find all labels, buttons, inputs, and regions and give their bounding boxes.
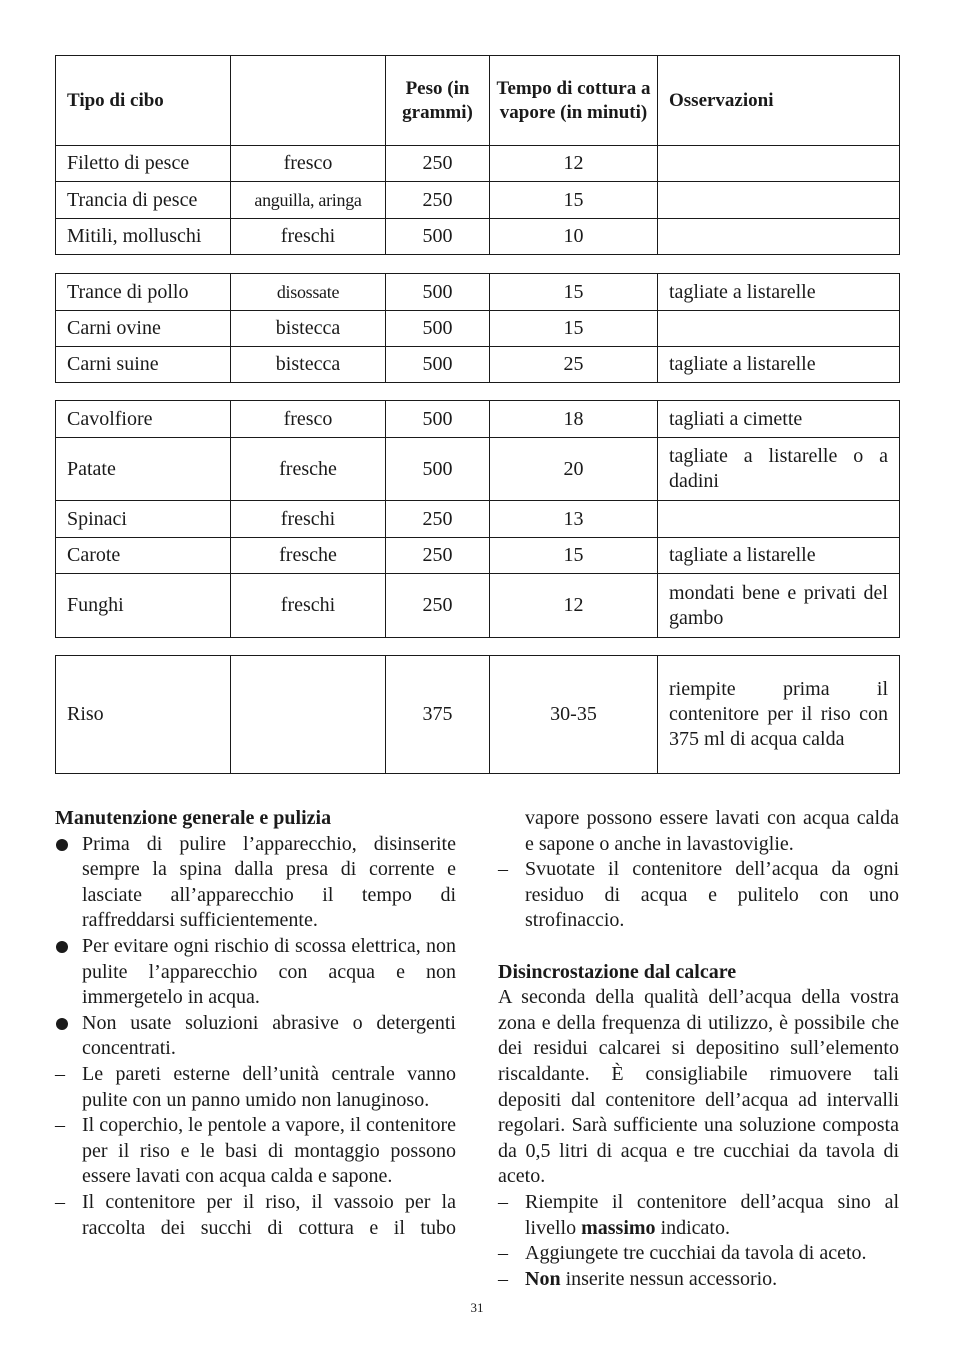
- notes-cell: tagliate a listarelle: [658, 347, 900, 383]
- dash-text: Il coperchio, le pentole a vapore, il contenitore per il riso e le basi di montaggio possono essere lavati con acqua calda e sapone.: [82, 1114, 456, 1188]
- header-cooking-time: Tempo di cottura a vapore (in minuti): [490, 56, 658, 146]
- bullet-item: [55, 934, 456, 1011]
- weight-cell: 250: [386, 574, 490, 638]
- weight-cell: 500: [386, 219, 490, 255]
- time-cell: 15: [490, 182, 658, 219]
- table-row: [56, 656, 900, 774]
- table-row: [56, 538, 900, 574]
- variant-cell: freschi: [231, 574, 386, 638]
- time-cell: 15: [490, 311, 658, 347]
- bullet-text: Non usate soluzioni abrasive o detergenti concentrati.: [82, 1011, 456, 1060]
- time-cell: 13: [490, 501, 658, 538]
- table-row: [56, 146, 900, 182]
- dash-text: Le pareti esterne dell’unità centrale vanno pulite con un panno umido non lanuginoso.: [82, 1062, 456, 1111]
- food-type-cell: Mitili, molluschi: [56, 219, 231, 255]
- weight-cell: 375: [386, 656, 490, 774]
- weight-cell: 250: [386, 182, 490, 219]
- variant-cell: fresco: [231, 401, 386, 438]
- notes-cell: [658, 311, 900, 347]
- time-cell: 25: [490, 347, 658, 383]
- variant-cell: bistecca: [231, 311, 386, 347]
- time-cell: 15: [490, 274, 658, 311]
- notes-cell: tagliate a listarelle o a dadini: [658, 438, 900, 501]
- weight-cell: 250: [386, 501, 490, 538]
- dash-text: Svuotate il contenitore dell’acqua da ogni residuo di acqua e pulitelo con uno strofinaccio.: [525, 858, 899, 932]
- dash-marker: –: [498, 1267, 508, 1290]
- table-row: [56, 501, 900, 538]
- variant-cell: fresche: [231, 538, 386, 574]
- emphasis: massimo: [581, 1216, 656, 1239]
- dash-marker: –: [498, 1190, 508, 1213]
- time-cell: 12: [490, 574, 658, 638]
- time-cell: 10: [490, 219, 658, 255]
- table-row: [56, 219, 900, 255]
- table-row: [56, 347, 900, 383]
- dash-text: Il contenitore per il riso, il vassoio per la raccolta dei succhi di cottura e il tubo: [82, 1190, 456, 1239]
- step-item: – Aggiungete tre cucchiai da tavola di aceto.: [498, 1241, 899, 1267]
- notes-cell: tagliati a cimette: [658, 401, 900, 438]
- food-type-cell: Cavolfiore: [56, 401, 231, 438]
- variant-cell: fresco: [231, 146, 386, 182]
- notes-cell: tagliate a listarelle: [658, 274, 900, 311]
- maintenance-section: [55, 806, 456, 1241]
- notes-cell: mondati bene e privati del gambo: [658, 574, 900, 638]
- bullet-dot-icon: [56, 941, 68, 953]
- section-gap: [498, 934, 899, 960]
- dash-item: [55, 1190, 456, 1241]
- bullet-text: Prima di pulire l’apparecchio, disinserite sempre la spina dalla presa di corrente e lasciate all’apparecchio il tempo di raffreddarsi sufficientemente.: [82, 832, 456, 932]
- table-row: [56, 401, 900, 438]
- page-number: 31: [470, 1300, 484, 1315]
- table-row: [56, 182, 900, 219]
- time-cell: 15: [490, 538, 658, 574]
- food-type-cell: Spinaci: [56, 501, 231, 538]
- dash-item-continued: [498, 806, 899, 857]
- weight-cell: 500: [386, 347, 490, 383]
- food-type-cell: Trancia di pesce: [56, 182, 231, 219]
- cooking-table-fish: [55, 55, 900, 255]
- table-header-row: [56, 56, 900, 146]
- variant-cell: freschi: [231, 219, 386, 255]
- dash-marker: –: [498, 1242, 508, 1265]
- weight-cell: 500: [386, 274, 490, 311]
- food-type-cell: Funghi: [56, 574, 231, 638]
- variant-cell: bistecca: [231, 347, 386, 383]
- food-type-cell: Riso: [56, 656, 231, 774]
- dash-item: [498, 857, 899, 934]
- right-column: [498, 806, 899, 1292]
- header-variant: [231, 56, 386, 146]
- time-cell: 30-35: [490, 656, 658, 774]
- notes-cell: tagliate a listarelle: [658, 538, 900, 574]
- table-row: [56, 438, 900, 501]
- food-type-cell: Carni ovine: [56, 311, 231, 347]
- dash-text: vapore possono essere lavati con acqua calda e sapone o anche in lavastoviglie.: [525, 807, 899, 855]
- dash-marker: –: [498, 858, 508, 881]
- notes-cell: riempite prima il contenitore per il riso con 375 ml di acqua calda: [658, 656, 900, 774]
- dash-marker: –: [55, 1114, 65, 1137]
- variant-cell: [231, 656, 386, 774]
- weight-cell: 500: [386, 438, 490, 501]
- bullet-item: [55, 1011, 456, 1062]
- bullet-text: Per evitare ogni rischio di scossa elettrica, non pulite l’apparecchio con acqua e non immergetelo in acqua.: [82, 934, 456, 1009]
- notes-cell: [658, 146, 900, 182]
- maintenance-heading: Manutenzione generale e pulizia: [55, 807, 332, 829]
- emphasis: Non: [525, 1267, 561, 1290]
- variant-cell: freschi: [231, 501, 386, 538]
- notes-cell: [658, 219, 900, 255]
- weight-cell: 500: [386, 401, 490, 438]
- bullet-dot-icon: [56, 839, 68, 851]
- cooking-table-meat: [55, 273, 900, 383]
- notes-cell: [658, 501, 900, 538]
- descaling-paragraph: A seconda della qualità dell’acqua della vostra zona e della frequenza di utilizzo, è possibile che dei residui calcarei si depositino sull’elemento riscaldante. È consigliabile rimuovere tali depositi dal contenitore dell’acqua ad intervalli regolari. Sarà sufficiente una soluzione composta da 0,5 litri di acqua e tre cucchiai da tavola di aceto.: [498, 986, 899, 1188]
- table-row: [56, 574, 900, 638]
- dash-item: [55, 1113, 456, 1190]
- notes-cell: [658, 182, 900, 219]
- time-cell: 20: [490, 438, 658, 501]
- bullet-dot-icon: [56, 1018, 68, 1030]
- cooking-table-rice: [55, 655, 900, 774]
- header-weight: Peso (in grammi): [386, 56, 490, 146]
- dash-marker: –: [55, 1062, 65, 1085]
- descaling-heading: Disincrostazione dal calcare: [498, 960, 737, 983]
- step-item: – Non inserite nessun accessorio.: [498, 1267, 899, 1293]
- cooking-table-vegetables: [55, 400, 900, 638]
- food-type-cell: Filetto di pesce: [56, 146, 231, 182]
- header-notes: Osservazioni: [658, 56, 900, 146]
- food-type-cell: Carote: [56, 538, 231, 574]
- table-row: [56, 311, 900, 347]
- weight-cell: 250: [386, 538, 490, 574]
- dash-marker: –: [55, 1190, 65, 1213]
- weight-cell: 500: [386, 311, 490, 347]
- table-row: [56, 274, 900, 311]
- time-cell: 12: [490, 146, 658, 182]
- weight-cell: 250: [386, 146, 490, 182]
- food-type-cell: Trance di pollo: [56, 274, 231, 311]
- food-type-cell: Patate: [56, 438, 231, 501]
- variant-cell: anguilla, aringa: [231, 182, 386, 219]
- bullet-item: [55, 832, 456, 934]
- variant-cell: disossate: [231, 274, 386, 311]
- step-item: – Riempite il contenitore dell’acqua sino al livello massimo indicato.: [498, 1190, 899, 1239]
- food-type-cell: Carni suine: [56, 347, 231, 383]
- time-cell: 18: [490, 401, 658, 438]
- variant-cell: fresche: [231, 438, 386, 501]
- dash-item: [55, 1062, 456, 1113]
- header-food-type: Tipo di cibo: [56, 56, 231, 146]
